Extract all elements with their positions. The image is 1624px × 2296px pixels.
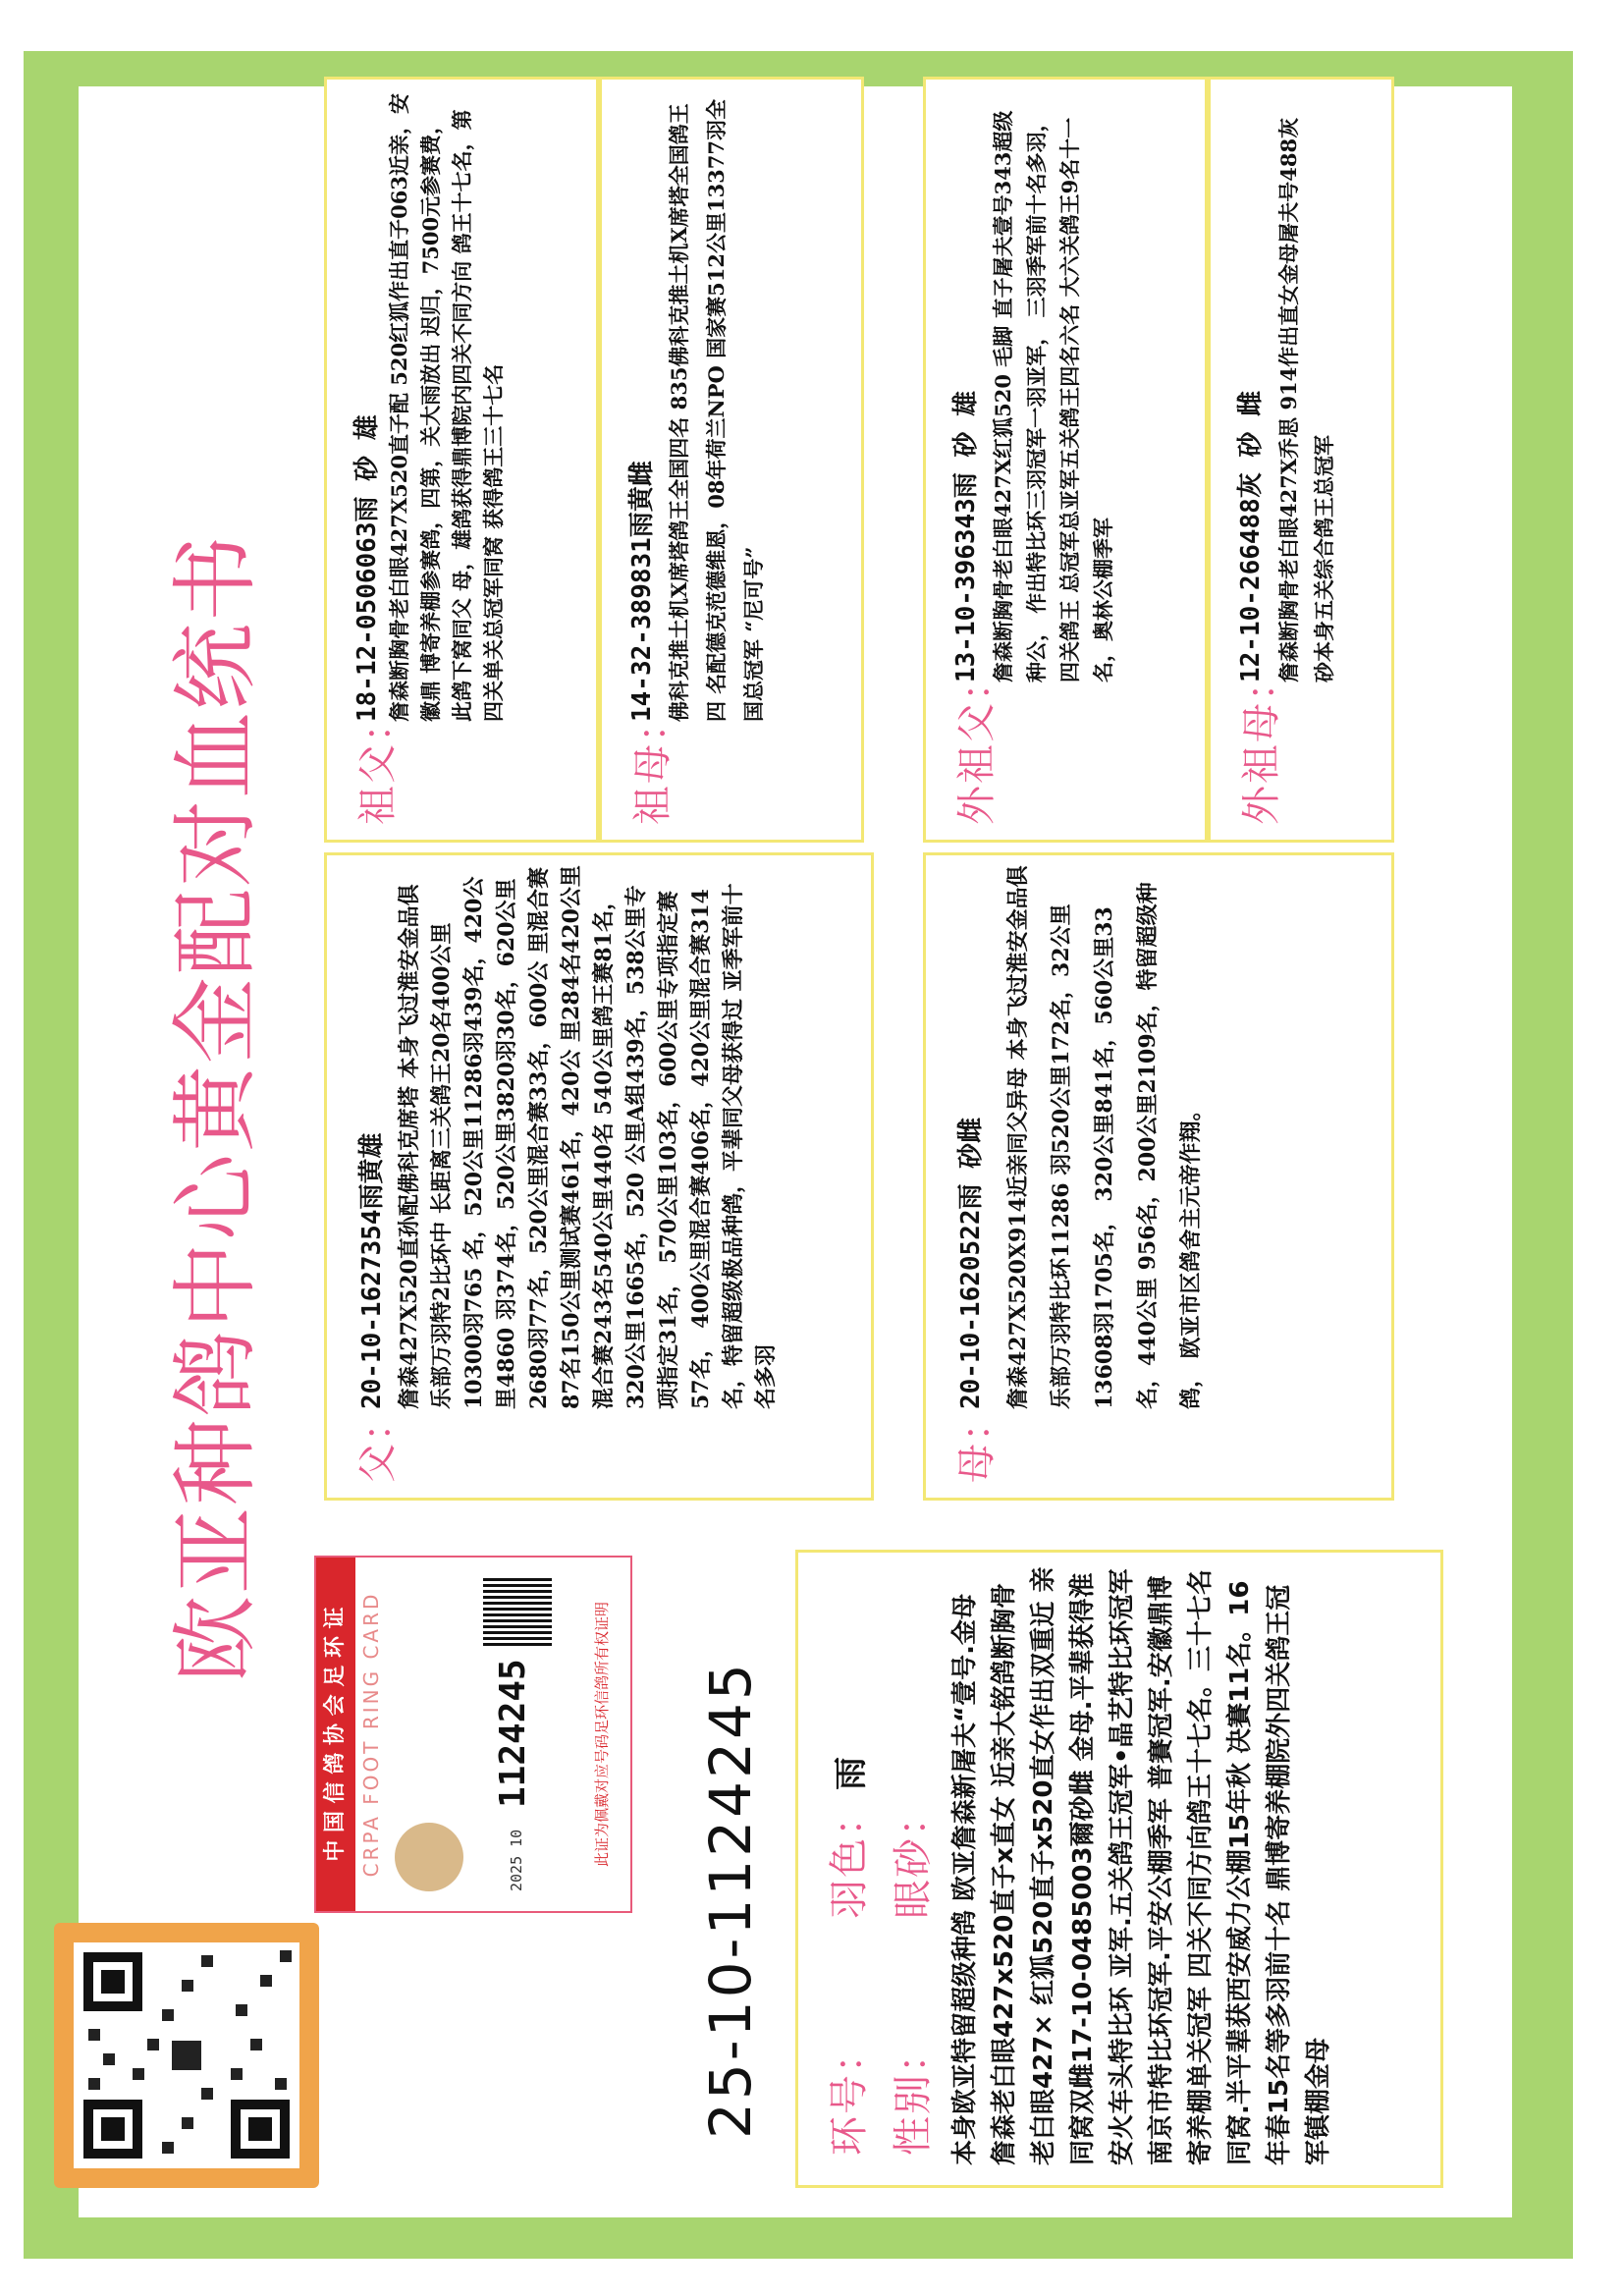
ring-card-year: 2025 10 — [508, 1829, 525, 1891]
eye-label: 眼砂： — [891, 1794, 936, 1919]
father-label: 父： — [355, 1400, 401, 1483]
father-description: 詹森427X520直孙配佛科克席塔 本身飞过淮安金品俱乐部万羽特2比环中 长距离三关鸽王20名400公里10300羽765 名，520公里11286羽439名，420公里4860 羽374名，520公里3820羽30名，620公里 2680羽77名，520公里混合赛33名，600公 里混合赛87名150公里测试赛461名，420公 里284名420公里混合赛243名540公里440名 540公里鸽王赛81名，320公里1665名，520 公里A组439名，538公里专项指定31名， 570公里103名，600公里专项指定赛57名， 400公里混合赛406名，420公里混合赛314 名，特留超级极品种鸽，平辈同父母获得过 亚季军前十名多羽 — [397, 865, 779, 1409]
ring-card-number: 1124245 — [493, 1659, 533, 1808]
grandfather-ring: 18-12-0506063雨 砂 雄 — [352, 414, 382, 722]
maternal-grandfather-ring: 13-10-396343雨 砂 雄 — [951, 390, 981, 683]
color-value: 雨 — [832, 1756, 871, 1790]
ring-card-footer: 此证为佩戴对应号码足环信鸽所有权证明 — [593, 1602, 611, 1868]
maternal-grandfather-box — [923, 77, 1208, 843]
subject-description: 本身欧亚特留超级种鸽 欧亚詹森新屠夫“壹号.金母 詹森老白眼427x520直子x直女 近亲大铭鸽断胸骨老白眼427× 红狐520直子x520直女作出双重近 亲同窝双雌17-10-0485003爾砂雌 金母.平辈获得淮安火车头特比环 亚军.五关鸽王冠军•晶艺特比环冠军 南京市特比环冠军.平安公棚季军 普賽冠军.安徽鼎博寄养棚单关冠军 四关不同方向鸽王十七名。三十七名 同窝.半平辈获西安威力公棚15年秋 决賽11名。16年春15名等多羽前十名 鼎博寄养棚院外四关鸽王冠军镇棚金母 — [950, 1566, 1333, 2165]
grandfather-box — [324, 77, 599, 843]
mother-box — [923, 852, 1394, 1501]
grandmother-ring: 14-32-389831雨黄雌 — [627, 461, 657, 722]
grandmother-description: 佛科克推土机X席塔鸽王全国四名 835佛科克推土机X席塔全国鸽王四 名配德克范德维恩，08年荷兰NPO 国家赛512公里13377羽全国总冠军 “尼可号” — [667, 98, 766, 722]
ring-card-subheader: CRPA FOOT RING CARD — [359, 1591, 383, 1878]
grandmother-box — [599, 77, 864, 843]
ring-label: 环号： — [827, 2032, 872, 2156]
grandfather-description: 詹森断胸骨老白眼427X520直子配 520红狐作出直子063近亲，安徽鼎 博寄养棚参赛鸽，四第，关大雨放出 迟归，7500元参赛费，此鸽下窝同父 母，雄鸽获得鼎博院内四关不同方向 鸽王十七名，第四关单关总冠军同窝 获得鸽王三十七名 — [387, 93, 506, 722]
subject-box — [795, 1550, 1443, 2188]
father-box — [324, 852, 874, 1501]
main-ring-number: 25-10-1124245 — [697, 1661, 764, 2139]
maternal-grandmother-description: 詹森断胸骨老白眼427X乔思 914作出直女金母屠夫号488灰 砂本身五关综合鸽王总冠军 — [1276, 117, 1336, 683]
grandmother-label: 祖母： — [630, 701, 676, 825]
mother-label: 母： — [954, 1400, 1000, 1483]
father-ring: 20-10-1627354雨黄雄 — [357, 1132, 387, 1409]
maternal-grandmother-label: 外祖母： — [1239, 660, 1284, 825]
ring-card-logo — [395, 1823, 463, 1891]
ring-card — [314, 1556, 632, 1913]
grandfather-label: 祖父： — [355, 701, 401, 825]
mother-description: 詹森427X520X914近亲同父异母 本身飞过淮安金品俱乐部万羽特比环11286 羽520公里172名，32公里13608羽1705名， 320公里841名，560公里33名，440公里 956名，200公里2109名，特留超级种鸽， 欧亚市区鸽舍主元帝作翔。 — [1005, 865, 1204, 1409]
color-label: 羽色： — [827, 1794, 872, 1919]
qr-code — [54, 1923, 319, 2188]
mother-ring: 20-10-1620522雨 砂雌 — [956, 1117, 986, 1409]
maternal-grandmother-box — [1208, 77, 1394, 843]
ring-card-barcode — [483, 1577, 552, 1646]
maternal-grandmother-ring: 12-10-266488灰 砂 雌 — [1236, 390, 1266, 683]
sex-label: 性别： — [891, 2032, 936, 2156]
ring-card-header: 中 国 信 鸽 协 会 足 环 证 — [316, 1558, 355, 1911]
page-title: 欧亚种鸽中心黄金配对血统书 — [165, 533, 266, 1683]
maternal-grandfather-label: 外祖父： — [954, 660, 1000, 825]
maternal-grandfather-description: 詹森断胸骨老白眼427X红狐520 毛脚 直子屠夫壹号343超级种公， 作出特比环三羽冠军一羽亚军， 三羽季军前十名多羽，四关鸽王 总冠军总亚军五关鸽王四名六名 大六关鸽王9名十一名，奥林公棚季军 — [991, 110, 1115, 683]
